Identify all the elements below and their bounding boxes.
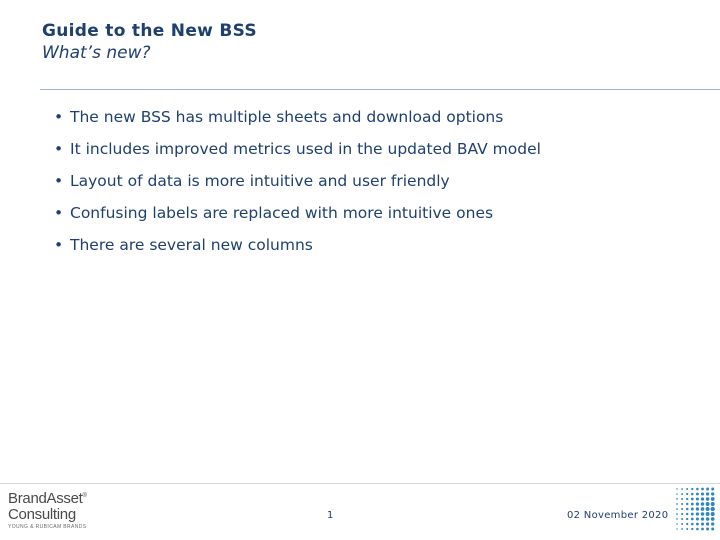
logo-dot xyxy=(706,492,709,495)
logo-dot xyxy=(686,513,688,515)
bullet-dot: • xyxy=(54,204,64,222)
logo-dot xyxy=(676,523,678,525)
logo-dot xyxy=(691,523,694,526)
logo-dot xyxy=(686,493,688,495)
logo-dot xyxy=(681,493,683,495)
logo-dot xyxy=(691,498,694,501)
logo-line1: BrandAsset xyxy=(8,490,83,507)
bullet-list xyxy=(54,104,541,264)
logo-dot xyxy=(691,493,694,496)
slide-title: Guide to the New BSS xyxy=(42,21,257,41)
logo-dot xyxy=(711,528,714,531)
logo-line2: Consulting xyxy=(8,506,76,523)
bullet-item xyxy=(54,104,541,136)
logo-dot xyxy=(706,522,709,525)
logo-dot xyxy=(711,507,715,511)
logo-dot xyxy=(696,512,699,515)
logo-dot xyxy=(711,512,715,516)
logo-dot xyxy=(681,508,683,510)
logo-dot xyxy=(686,508,689,511)
logo-dot xyxy=(691,488,693,490)
brandasset-logo xyxy=(8,488,98,532)
logo-dot xyxy=(701,502,705,506)
slide-subtitle: What’s new? xyxy=(42,43,151,63)
logo-dot xyxy=(706,528,709,531)
logo-tagline: YOUNG & RUBICAM BRANDS xyxy=(8,524,87,530)
bullet-dot: • xyxy=(54,172,64,190)
bullet-dot: • xyxy=(54,108,64,126)
page-number: 1 xyxy=(327,510,334,521)
logo-dot xyxy=(701,497,704,500)
logo-dot xyxy=(676,528,677,529)
logo-dot xyxy=(701,522,704,525)
logo-dot xyxy=(686,503,688,505)
logo-dot xyxy=(681,503,683,505)
logo-dot xyxy=(686,488,688,490)
bullet-item xyxy=(54,168,541,200)
bullet-item xyxy=(54,136,541,168)
title-divider xyxy=(40,89,720,90)
logo-dot xyxy=(681,523,683,525)
bullet-text: It includes improved metrics used in the updated BAV model xyxy=(70,140,541,158)
logo-dot xyxy=(691,528,693,530)
logo-dot xyxy=(691,513,694,516)
logo-dot xyxy=(711,497,715,501)
logo-dot xyxy=(711,522,714,525)
logo-dot xyxy=(681,498,683,500)
logo-dot xyxy=(696,517,699,520)
logo-dot xyxy=(696,488,699,491)
logo-dot xyxy=(676,518,678,520)
logo-dot xyxy=(706,507,710,511)
logo-dot xyxy=(676,513,678,515)
slide-date: 02 November 2020 xyxy=(567,510,669,521)
bullet-item xyxy=(54,200,541,232)
logo-dot xyxy=(706,502,710,506)
logo-dot xyxy=(676,508,678,510)
logo-dot xyxy=(691,508,694,511)
logo-dot xyxy=(696,523,699,526)
bullet-text: Layout of data is more intuitive and user friendly xyxy=(70,172,450,190)
logo-dot xyxy=(701,492,704,495)
logo-dot xyxy=(681,518,683,520)
logo-dot xyxy=(691,503,694,506)
logo-dot xyxy=(706,517,710,521)
logo-dot xyxy=(706,512,710,516)
logo-dot xyxy=(696,502,699,505)
bullet-text: The new BSS has multiple sheets and download options xyxy=(70,108,504,126)
logo-dot xyxy=(691,518,694,521)
logo-dot xyxy=(686,528,688,530)
bullet-text: There are several new columns xyxy=(70,236,313,254)
bullet-dot: • xyxy=(54,140,64,158)
logo-dot xyxy=(696,493,699,496)
logo-dot xyxy=(711,517,715,521)
logo-dot xyxy=(711,502,715,506)
logo-dot xyxy=(676,493,678,495)
logo-dot xyxy=(701,517,704,520)
logo-dot xyxy=(711,488,714,491)
logo-dot xyxy=(706,497,710,501)
logo-dot xyxy=(701,488,704,491)
logo-dot xyxy=(711,492,714,495)
dot-grid-logo-icon xyxy=(674,486,716,532)
bullet-item xyxy=(54,232,541,264)
logo-dot xyxy=(676,503,678,505)
logo-dot xyxy=(676,488,677,489)
bullet-text: Confusing labels are replaced with more intuitive ones xyxy=(70,204,494,222)
logo-trademark: ® xyxy=(82,493,87,499)
logo-dot xyxy=(681,528,683,530)
logo-dot xyxy=(681,488,683,490)
logo-dot xyxy=(706,488,709,491)
logo-dot xyxy=(681,513,683,515)
logo-dot xyxy=(696,507,699,510)
logo-dot xyxy=(696,528,699,531)
logo-dot xyxy=(696,497,699,500)
bullet-dot: • xyxy=(54,236,64,254)
footer-divider xyxy=(0,483,720,484)
logo-dot xyxy=(686,498,688,500)
slide-title-block xyxy=(42,20,257,64)
logo-dot xyxy=(686,523,688,525)
logo-dot xyxy=(701,528,704,531)
logo-dot xyxy=(701,507,705,511)
logo-dot xyxy=(701,512,705,516)
logo-dot xyxy=(686,518,688,520)
logo-dot xyxy=(676,498,678,500)
